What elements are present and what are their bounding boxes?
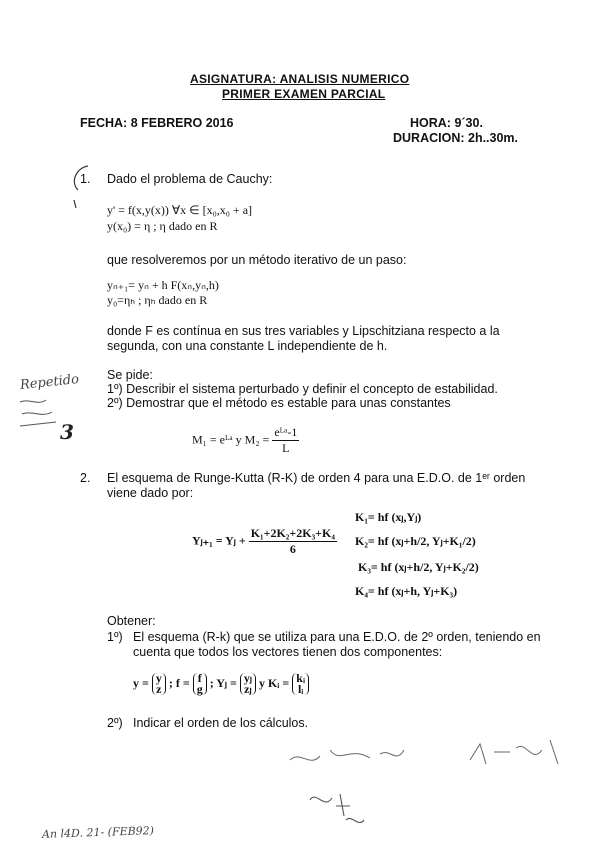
q2-rk-lhs: Yⱼ₊₁ = Yⱼ +: [192, 533, 246, 548]
exam-date: FECHA: 8 FEBRERO 2016: [80, 116, 234, 130]
q2-vec-f: [193, 673, 207, 695]
q1-equation-method-initial: y₀=ηₕ ; ηₕ dado en R: [107, 293, 208, 307]
q2-vec-K: [292, 673, 309, 695]
q1-equation-method: yₙ₊₁= yₙ + h F(xₙ,yₙ,h): [107, 278, 219, 292]
q2-part2: Indicar el orden de los cálculos.: [133, 716, 309, 730]
q2-vec-f-label: ; f =: [168, 675, 190, 690]
q1-m2-numerator: eᴸᵃ-1: [274, 425, 298, 439]
q2-k3: K₃= hf (xⱼ+h/2, Yⱼ+K₂/2): [358, 560, 479, 574]
q2-vec-f-bottom: g: [196, 682, 203, 696]
q2-part2-label: 2º): [107, 716, 123, 730]
q1-number: 1.: [80, 172, 91, 186]
q2-k4: K₄= hf (xⱼ+h, Yⱼ+K₃): [355, 584, 458, 598]
exam-title: PRIMER EXAMEN PARCIAL: [222, 87, 386, 101]
q2-obtain: Obtener:: [107, 614, 156, 628]
subject-title: ASIGNATURA: ANALISIS NUMERICO: [190, 72, 410, 86]
q2-rk-numerator: K₁+2K₂+2K₃+K₄: [250, 526, 335, 540]
q1-equation-initial: y(x₀) = η ; η dado en R: [107, 219, 218, 233]
q1-constants: [192, 425, 299, 456]
q2-k1: K₁= hf (xⱼ,Yⱼ): [355, 510, 422, 524]
q2-vec-y-top: y: [155, 671, 162, 685]
q2-rk-formula: [192, 526, 337, 557]
handwritten-number: 3: [60, 420, 74, 444]
q1-method-intro: que resolveremos por un método iterativo de un paso:: [107, 253, 407, 267]
q1-equation-ode: y' = f(x,y(x)) ∀x ∈ [x₀,x₀ + a]: [107, 203, 253, 217]
exam-duration: DURACION: 2h..30m.: [393, 131, 519, 145]
q1-asks: Se pide:: [107, 368, 153, 382]
q1-part1: 1º) Describir el sistema perturbado y definir el concepto de estabilidad.: [107, 382, 498, 396]
q2-vectors: [133, 673, 309, 695]
q2-intro: El esquema de Runge-Kutta (R-K) de orden 4 para una E.D.O. de 1ᵉʳ orden viene dado por:: [107, 471, 526, 500]
q2-number: 2.: [80, 471, 91, 485]
q2-k2: K₂= hf (xⱼ+h/2, Yⱼ+K₁/2): [355, 534, 476, 548]
q1-intro: Dado el problema de Cauchy:: [107, 172, 273, 186]
q2-vec-f-top: f: [197, 671, 202, 685]
q2-vec-K-bottom: lᵢ: [297, 682, 304, 696]
q2-vec-y: [152, 673, 166, 695]
q2-vec-Y-label: ; Yⱼ =: [209, 675, 237, 690]
handwritten-margin-note: Repetido: [19, 371, 80, 394]
q1-m2-denominator: L: [282, 441, 290, 455]
handwritten-footer-note: An l4D. 21- (FEB92): [41, 824, 155, 841]
q1-m2-fraction: [272, 425, 299, 456]
q1-part2: 2º) Demostrar que el método es estable para unas constantes: [107, 396, 451, 410]
handwritten-circle-mark: [68, 160, 104, 210]
handwritten-calculations: [280, 720, 580, 835]
q2-vec-K-top: kᵢ: [296, 671, 306, 685]
q2-vec-y-bottom: z: [156, 682, 162, 696]
q2-part1: El esquema (R-k) que se utiliza para una E.D.O. de 2º orden, teniendo en cuenta que todos los vectores tienen dos componentes:: [133, 630, 541, 659]
q2-vec-K-label: y Kᵢ =: [258, 675, 290, 690]
q2-vec-Y-bottom: zⱼ: [244, 682, 252, 696]
q2-vec-y-label: y =: [133, 675, 149, 690]
handwritten-scribbles: [16, 392, 96, 432]
q1-conditions: donde F es contínua en sus tres variables y Lipschitziana respecto a la segunda, con una constante L independiente de h.: [107, 324, 500, 353]
q2-vec-Y-top: yⱼ: [243, 671, 252, 685]
q2-rk-denominator: 6: [289, 542, 296, 556]
exam-time: HORA: 9´30.: [410, 116, 483, 130]
q2-rk-fraction: [249, 526, 337, 557]
q2-vec-Y: [240, 673, 256, 695]
q2-part1-label: 1º): [107, 630, 123, 644]
q1-m1: M₁ = eᴸᵃ y M₂ =: [192, 432, 270, 447]
